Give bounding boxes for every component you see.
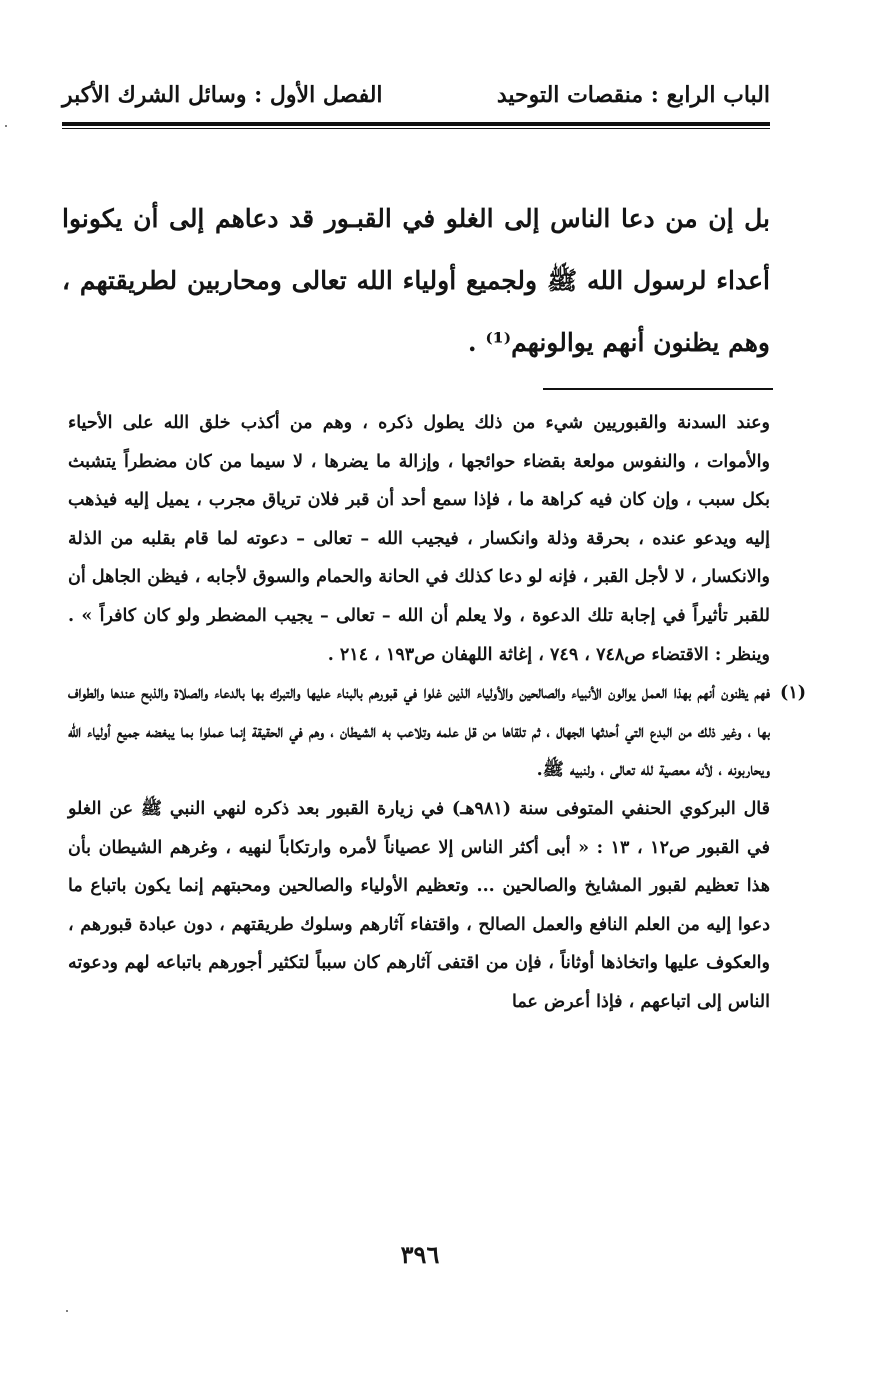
footnote-continuation: وعند السدنة والقبوريين شيء من ذلك يطول ذكره ، وهم من أكذب خلق الله على الأحياء والأموات ، والنفوس مولعة بقضاء حوائجها ، وإزالة ما يضرها ، لا سيما من كان مضطراً يتشبث بكل سبب ، وإن كان فيه كراهة ما ، فإذا سمع أحد أن قبر فلان ترياق مجرب ، يميل إليه فيذهب إليه ويدعو عنده ، بحرقة وذلة وانكسار ، فيجيب الله – تعالى – دعوته لما قام بقلبه من الذلة والانكسار ، لا لأجل القبر ، فإنه لو دعا كذلك في الحانة والحمام والسوق لأجابه ، فيظن الجاهل أن للقبر تأثيراً في إجابة تلك الدعوة ، ولا يعلم أن الله – تعالى – يجيب المضطر ولو كان كافراً » . وينظر : الاقتضاء ص٧٤٨ ، ٧٤٩ ، إغاثة اللهفان ص١٩٣ ، ٢١٤ . <box>68 413 770 665</box>
header-rule-thin <box>62 128 770 129</box>
scan-speck <box>5 125 7 127</box>
footnotes-section <box>68 404 806 1022</box>
footnote-1-quote: قال البركوي الحنفي المتوفى سنة (٩٨١هـ) في زيارة القبور بعد ذكره لنهي النبي ﷺ عن الغلو في القبور ص١٢ ، ١٣ : « أبى أكثر الناس إلا عصياناً لأمره وارتكاباً لنهيه ، وغرهم الشيطان بأن هذا تعظيم لقبور المشايخ والصالحين ... وتعظيم الأولياء والصالحين ومحبتهم إنما يكون باتباع ما دعوا إليه من العلم النافع والعمل الصالح ، واقتفاء آثارهم وسلوك طريقتهم ، دون عبادة قبورهم ، والعكوف عليها واتخاذها أوثاناً ، فإن من اقتفى آثارهم كان سبباً لتكثير أجورهم باتباعه لهم ودعوته الناس إلى اتباعهم ، فإذا أعرض عما <box>68 798 770 1012</box>
footnote-separator <box>543 388 773 390</box>
header-chapter-title: الباب الرابع : منقصات التوحيد <box>496 82 770 108</box>
footnote-1 <box>68 674 806 790</box>
scan-speck <box>66 1310 68 1312</box>
page-number: ٣٩٦ <box>400 1240 440 1269</box>
running-header <box>62 78 770 118</box>
header-rule-thick <box>62 122 770 126</box>
header-section-title: الفصل الأول : وسائل الشرك الأكبر <box>62 82 383 108</box>
footnote-1-text: فهم يظنون أنهم بهذا العمل يوالون الأنبياء والصالحين والأولياء الذين غلوا في قبورهم بالبناء عليها والتبرك بها بالدعاء والصلاة والذبح عندها والطواف بها ، وغير ذلك من البدع التي أحدثها الجهال ، ثم تلقاها من قل علمه وتلاعب به الشيطان ، وهم في الحقيقة إنما عملوا بما يبغضه جميع أولياء الله ويحاربونه ، لأنه معصية لله تعالى ، ولنبيه ﷺ. <box>68 683 770 781</box>
footnote-1-number: (١) <box>780 683 806 704</box>
main-paragraph: بل إن من دعا الناس إلى الغلو في القبـور قد دعاهم إلى أن يكونوا أعداء لرسول الله ﷺ ولجميع أولياء الله تعالى ومحاربين لطريقتهم ، وهم يظنون أنهم يوالونهم⁽¹⁾ . <box>62 204 770 357</box>
